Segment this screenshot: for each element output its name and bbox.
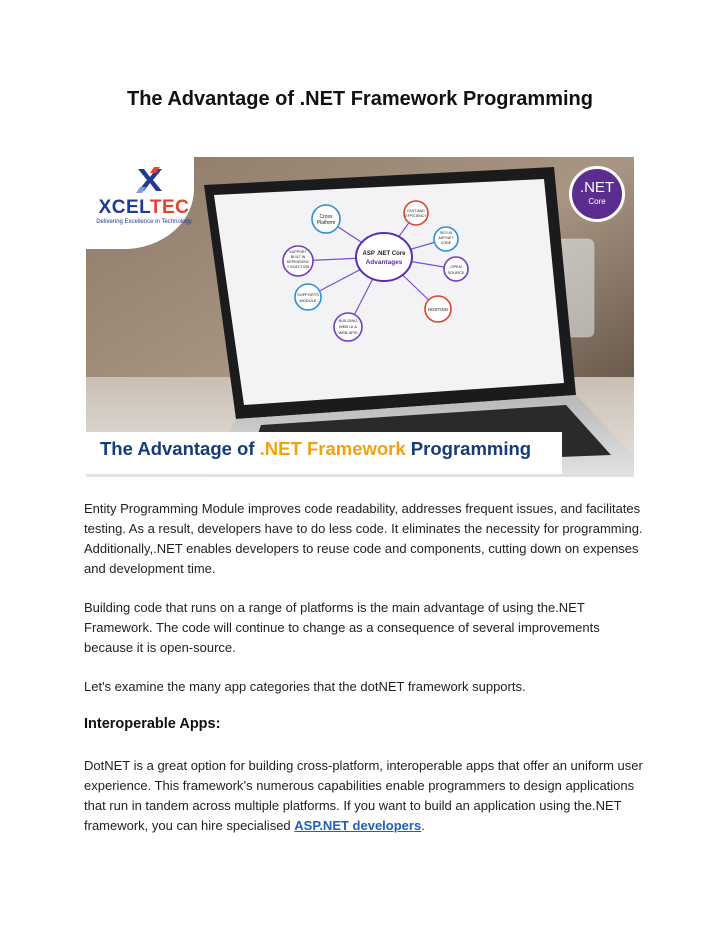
svg-text:HOSTING: HOSTING bbox=[427, 307, 449, 312]
banner-post: Programming bbox=[405, 438, 532, 459]
asp-net-developers-link[interactable]: ASP.NET developers bbox=[294, 818, 422, 833]
svg-text:WEB APIS: WEB APIS bbox=[338, 330, 358, 335]
mindmap-node-cross-platform bbox=[312, 205, 340, 233]
paragraph-interoperable-text: DotNET is a great option for building cross-platform, interoperable apps that offer an uniform user experience. This framework’s numerous capabilities enable programmers to design applications that run in tandem across multiple platforms. If you want to build an application using the.NET framework, you can hire specialised bbox=[84, 758, 643, 833]
mindmap-center-line2: Advantages bbox=[365, 259, 403, 266]
svg-text:SUPPORTS: SUPPORTS bbox=[297, 292, 319, 297]
net-core-badge bbox=[569, 166, 625, 222]
svg-text:MODULE: MODULE bbox=[299, 298, 317, 303]
svg-text:SEO IN: SEO IN bbox=[439, 231, 453, 235]
paragraph-interoperable bbox=[84, 756, 644, 836]
badge-net: .NET bbox=[579, 179, 615, 196]
mindmap-node-fast-efficiency bbox=[404, 201, 428, 225]
paragraph-cross-platform: Building code that runs on a range of platforms is the main advantage of using the.NET Framework. The code will continue to change as a consequence of several improvements because it is open-source. bbox=[84, 600, 600, 655]
svg-text:EFFICIENCY: EFFICIENCY bbox=[405, 214, 427, 218]
logo-name-tec: TEC bbox=[149, 197, 190, 218]
svg-text:BUILT IN: BUILT IN bbox=[290, 255, 306, 259]
mindmap-node-open-source bbox=[444, 257, 468, 281]
svg-text:SUPPORT: SUPPORT bbox=[289, 250, 307, 254]
xceltec-x-icon bbox=[136, 165, 164, 195]
svg-text:Y INJECTION: Y INJECTION bbox=[286, 265, 310, 269]
mindmap-center-line1: ASP .NET Core bbox=[362, 251, 406, 257]
svg-text:BUILDING: BUILDING bbox=[338, 318, 358, 323]
svg-text:Platform: Platform bbox=[316, 220, 336, 226]
mindmap-node-hosting bbox=[425, 296, 451, 322]
heading-interoperable-apps: Interoperable Apps: bbox=[84, 716, 221, 732]
svg-text:DEPENDENC: DEPENDENC bbox=[286, 260, 310, 264]
svg-text:ASP.NET: ASP.NET bbox=[438, 236, 454, 240]
logo-tagline: Delivering Excellence in Technology bbox=[96, 219, 192, 225]
svg-text:OPEN: OPEN bbox=[450, 264, 462, 269]
paragraph-app-categories: Let's examine the many app categories that the dotNET framework supports. bbox=[84, 679, 526, 694]
paragraph-entity-module: Entity Programming Module improves code readability, addresses frequent issues, and facilitates testing. As a result, developers have to do less code. It eliminates the necessity for programming. Additionally,.NET enables developers to reuse code and components, cutting down on expenses and development time. bbox=[84, 501, 643, 576]
banner-accent: .NET Framework bbox=[259, 438, 406, 459]
svg-text:SOURCE: SOURCE bbox=[447, 270, 465, 275]
svg-text:FAST AND: FAST AND bbox=[407, 209, 425, 213]
banner-pre: The Advantage of bbox=[100, 438, 260, 459]
svg-text:Cross: Cross bbox=[319, 214, 333, 220]
hero-image bbox=[86, 157, 634, 477]
svg-text:CORE: CORE bbox=[440, 241, 452, 245]
logo-name-xcel: XCEL bbox=[98, 197, 150, 218]
mindmap-node-supports-module bbox=[295, 284, 321, 310]
page-title: The Advantage of .NET Framework Programming bbox=[126, 88, 593, 110]
svg-text:WEB UI &: WEB UI & bbox=[338, 324, 358, 329]
badge-core: Core bbox=[588, 197, 606, 206]
hero-banner bbox=[86, 432, 562, 474]
mindmap-node-dependency-injection bbox=[283, 246, 313, 276]
paragraph-interoperable-end: . bbox=[421, 818, 425, 833]
mindmap-node-seo bbox=[434, 227, 458, 251]
mindmap-node-web-ui-apis bbox=[334, 313, 362, 341]
